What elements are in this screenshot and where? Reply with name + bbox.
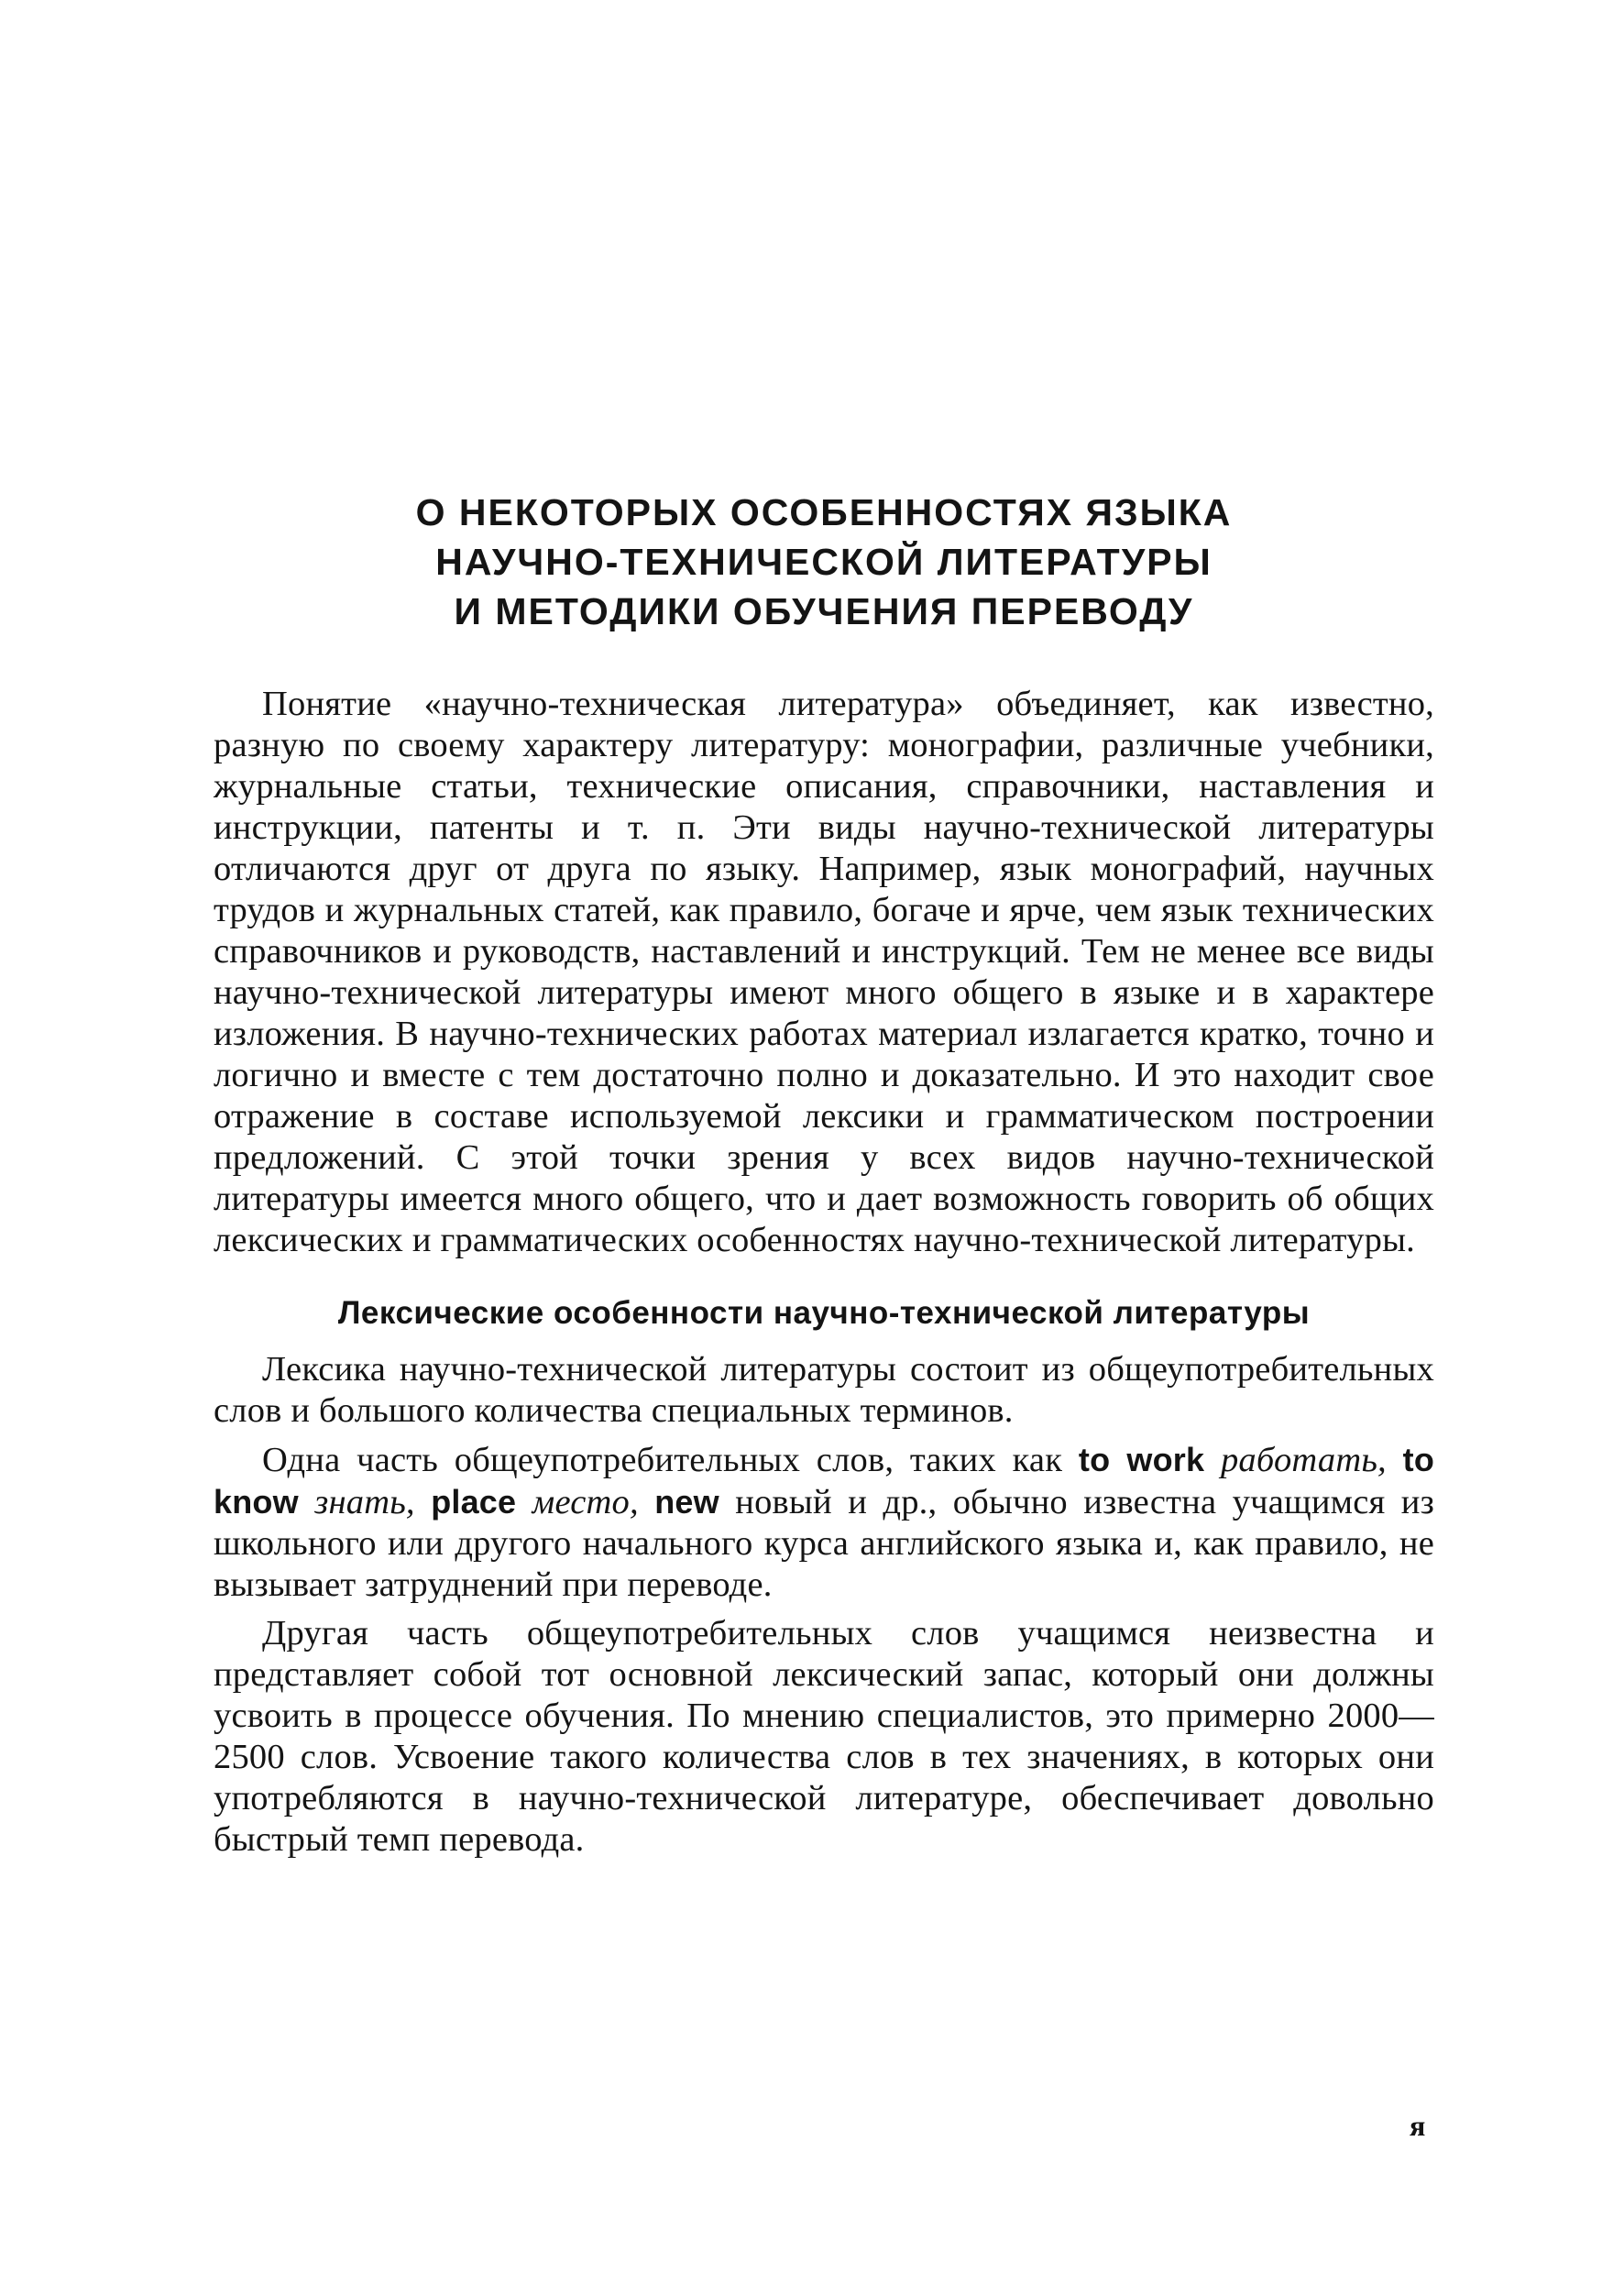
example-ru-work: работать,: [1220, 1441, 1387, 1479]
example-ru-place: место,: [532, 1483, 639, 1521]
example-ru-new: новый: [735, 1483, 832, 1521]
p2-lead: Одна часть общеупотребительных слов, таких как: [262, 1441, 1063, 1479]
example-en-to-know: to know: [214, 1441, 1435, 1521]
chapter-title-line-2: НАУЧНО-ТЕХНИЧЕСКОЙ ЛИТЕРАТУРЫ: [435, 541, 1213, 583]
chapter-title: [214, 488, 1434, 636]
page-content: [214, 488, 1434, 1861]
p2-tail: и др., обычно известна учащимся из школьного или другого начального курса английского языка и, как правило, не вызывает затруднений при переводе.: [214, 1483, 1435, 1604]
page-mark: я: [1410, 2109, 1426, 2142]
section-heading: Лексические особенности научно-технической литературы: [337, 1295, 1311, 1331]
lexis-paragraph-1: Лексика научно-технической литературы состоит из общеупотребительных слов и большого количества специальных терминов.: [214, 1350, 1434, 1430]
example-en-place: place: [431, 1483, 517, 1521]
chapter-title-line-1: О НЕКОТОРЫХ ОСОБЕННОСТЯХ ЯЗЫКА: [415, 491, 1233, 533]
example-en-new: new: [654, 1483, 719, 1521]
lexis-paragraph-3: Другая часть общеупотребительных слов учащимся неизвестна и представляет собой тот основной лексический запас, который они должны усвоить в процессе обучения. По мнению специалистов, это примерно 2000—2500 слов. Усвоение такого количества слов в тех значениях, в которых они употребляются в научно-технической литературе, обеспечивает довольно быстрый темп перевода.: [214, 1614, 1434, 1859]
example-en-to-work: to work: [1078, 1441, 1205, 1478]
chapter-title-line-3: И МЕТОДИКИ ОБУЧЕНИЯ ПЕРЕВОДУ: [454, 590, 1194, 632]
lexis-paragraph-2: [214, 1439, 1434, 1606]
example-ru-know: знать,: [314, 1483, 415, 1521]
intro-paragraph: Понятие «научно-техническая литература» объединяет, как известно, разную по своему характеру литературу: монографии, различные учебники, журнальные статьи, технические описания, справочники, наставления и инструкции, патенты и т. п. Эти виды научно-технической литературы отличаются друг от друга по языку. Например, язык монографий, научных трудов и журнальных статей, как правило, богаче и ярче, чем язык технических справочников и руководств, наставлений и инструкций. Тем не менее все виды научно-технической литературы имеют много общего в языке и в характере изложения. В научно-технических работах материал излагается кратко, точно и логично и вместе с тем достаточно полно и доказательно. И это находит свое отражение в составе используемой лексики и грамматическом построении предложений. С этой точки зрения у всех видов научно-технической литературы имеется много общего, что и дает возможность говорить об общих лексических и грамматических особенностях научно-технической литературы.: [214, 685, 1434, 1259]
